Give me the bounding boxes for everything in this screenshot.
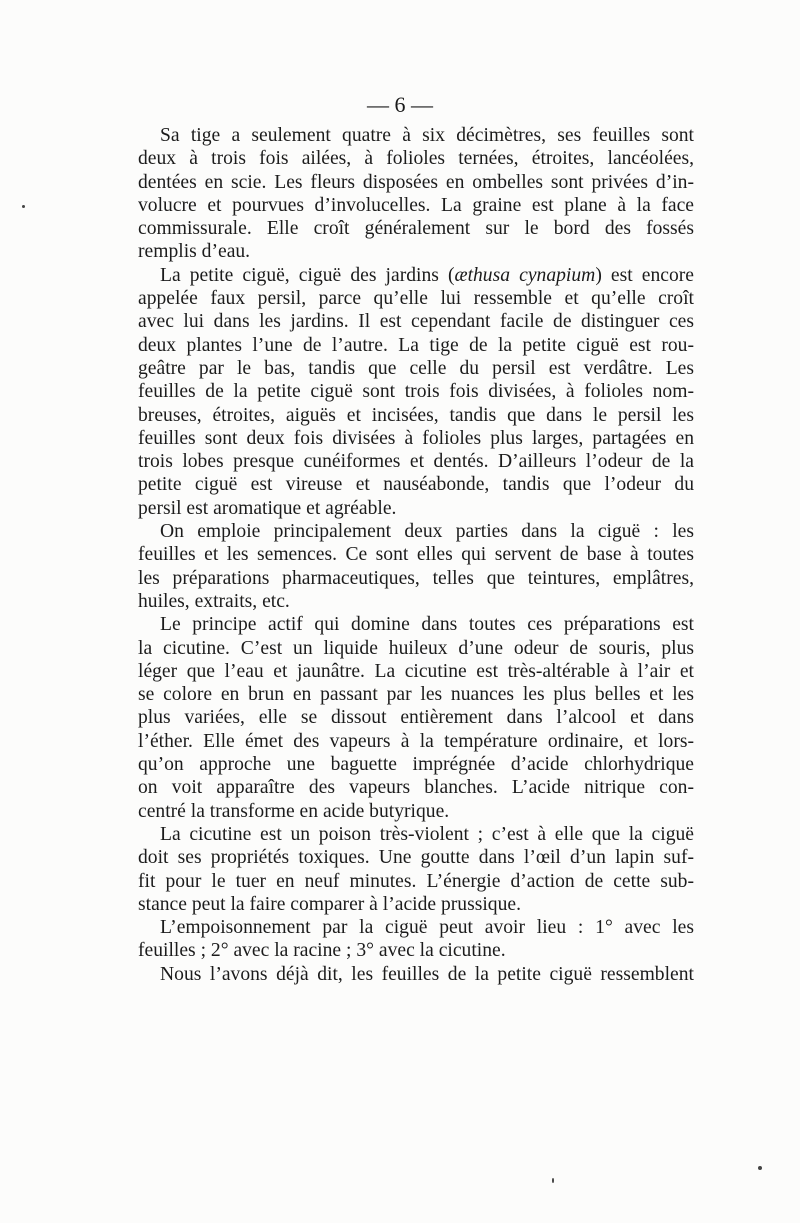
text-line: feuilles sont deux fois divisées à folioles plus larges, partagées en xyxy=(138,427,694,449)
text-line: feuilles de la petite ciguë sont trois fois divisées, à folioles nom- xyxy=(138,381,694,403)
text-line: fit pour le tuer en neuf minutes. L’énergie d’action de cette sub- xyxy=(138,870,694,892)
text-line: On emploie principalement deux parties dans la ciguë : les xyxy=(160,521,694,543)
text-line: deux à trois fois ailées, à folioles ternées, étroites, lancéolées, xyxy=(138,148,694,170)
text-line: se colore en brun en passant par les nuances les plus belles et les xyxy=(138,684,694,706)
paragraph xyxy=(138,823,694,916)
text-line: qu’on approche une baguette imprégnée d’acide chlorhydrique xyxy=(138,754,694,776)
text-line: plus variées, elle se dissout entièrement dans l’alcool et dans xyxy=(138,707,694,729)
text-line: remplis d’eau. xyxy=(138,241,251,263)
text-line: appelée faux persil, parce qu’elle lui ressemble et qu’elle croît xyxy=(138,288,694,310)
text-segment: ) est encore xyxy=(595,264,695,286)
text-line: centré la transforme en acide butyrique. xyxy=(138,800,450,822)
text-line: l’éther. Elle émet des vapeurs à la température ordinaire, et lors- xyxy=(138,730,694,752)
text-line: Le principe actif qui domine dans toutes ces préparations est xyxy=(160,614,694,636)
print-speck xyxy=(552,1178,554,1183)
text-line: La cicutine est un poison très-violent ; c’est à elle que la ciguë xyxy=(160,823,694,845)
paragraph xyxy=(138,520,694,613)
text-line: feuilles ; 2° avec la racine ; 3° avec la cicutine. xyxy=(138,940,506,962)
text-segment: La petite ciguë, ciguë des jardins ( xyxy=(160,264,455,286)
text-line: Sa tige a seulement quatre à six décimètres, ses feuilles sont xyxy=(160,125,694,146)
text-line: commissurale. Elle croît généralement sur le bord des fossés xyxy=(138,218,694,240)
text-line: stance peut la faire comparer à l’acide prussique. xyxy=(138,893,521,915)
print-speck xyxy=(22,205,25,208)
text-line: persil est aromatique et agréable. xyxy=(138,497,397,519)
page-number: — 6 — xyxy=(367,92,433,117)
text-line: volucre et pourvues d’involucelles. La graine est plane à la face xyxy=(138,194,694,216)
text-line: on voit apparaître des vapeurs blanches. L’acide nitrique con- xyxy=(138,777,694,799)
text-line: huiles, extraits, etc. xyxy=(138,590,290,612)
paragraph xyxy=(138,264,694,520)
body-text xyxy=(138,124,694,986)
text-line: geâtre par le bas, tandis que celle du persil est verdâtre. Les xyxy=(138,357,694,379)
paragraph xyxy=(138,124,694,264)
text-line: feuilles et les semences. Ce sont elles qui servent de base à toutes xyxy=(138,544,694,566)
text-line: Nous l’avons déjà dit, les feuilles de la petite ciguë ressemblent xyxy=(160,963,694,985)
latin-name: æthusa cynapium xyxy=(454,264,596,286)
paragraph xyxy=(138,613,694,823)
text-line xyxy=(138,264,694,287)
text-line: deux plantes l’une de l’autre. La tige de la petite ciguë est rou- xyxy=(138,334,694,356)
text-line: doit ses propriétés toxiques. Une goutte dans l’œil d’un lapin suf- xyxy=(138,847,694,869)
text-line: dentées en scie. Les fleurs disposées en ombelles sont privées d’in- xyxy=(138,171,694,193)
text-line: trois lobes presque cunéiformes et dentés. D’ailleurs l’odeur de la xyxy=(138,451,694,473)
paragraph xyxy=(138,916,694,963)
text-line: les préparations pharmaceutiques, telles que teintures, emplâtres, xyxy=(138,567,694,589)
print-speck xyxy=(758,1166,762,1170)
text-line: L’empoisonnement par la ciguë peut avoir lieu : 1° avec les xyxy=(160,917,694,939)
text-line: petite ciguë est vireuse et nauséabonde, tandis que l’odeur du xyxy=(138,474,694,496)
text-line: breuses, étroites, aiguës et incisées, tandis que dans le persil les xyxy=(138,404,694,426)
paragraph xyxy=(138,963,694,986)
text-line: la cicutine. C’est un liquide huileux d’une odeur de souris, plus xyxy=(138,637,694,659)
text-line: léger que l’eau et jaunâtre. La cicutine est très-altérable à l’air et xyxy=(138,660,694,682)
text-line: avec lui dans les jardins. Il est cependant facile de distinguer ces xyxy=(138,311,694,333)
